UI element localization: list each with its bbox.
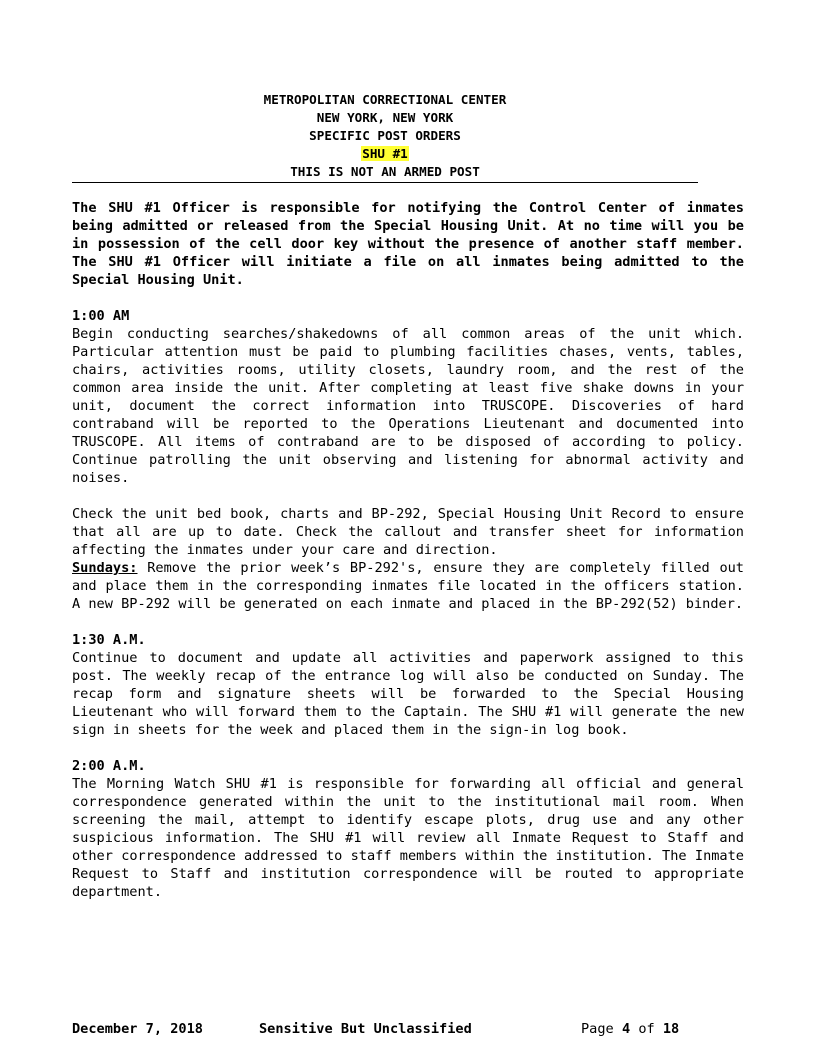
document-header [72, 91, 698, 181]
header-armed-status: THIS IS NOT AN ARMED POST [290, 164, 480, 179]
section-heading-1am: 1:00 AM [72, 308, 130, 324]
section-heading-2am: 2:00 A.M. [72, 758, 146, 774]
section-2am-paragraph: The Morning Watch SHU #1 is responsible for forwarding all official and general correspondence generated within the unit to the institutional mail room. When screening the mail, attempt to identify escape plots, drug use and any other suspicious information. The SHU #1 will review all Inmate Request to Staff and other correspondence addressed to staff members within the institution. The Inmate Request to Staff and institution correspondence will be routed to appropriate department. [72, 776, 744, 900]
header-institution: METROPOLITAN CORRECTIONAL CENTER [263, 92, 507, 107]
intro-paragraph: The SHU #1 Officer is responsible for notifying the Control Center of inmates being admitted or released from the Special Housing Unit. At no time will you be in possession of the cell door key without the presence of another staff member. The SHU #1 Officer will initiate a file on all inmates being admitted to the Special Housing Unit. [72, 200, 744, 288]
footer-total-pages: 18 [662, 1021, 680, 1037]
footer-date: December 7, 2018 [72, 1021, 203, 1037]
footer-of-word: of [638, 1021, 655, 1037]
sundays-text: Remove the prior week’s BP-292's, ensure they are completely filled out and place them in the corresponding inmates file located in the officers station. A new BP-292 will be generated on each inmate and placed in the BP-292(52) binder. [72, 560, 744, 612]
footer-current-page: 4 [621, 1021, 631, 1037]
header-doc-type: SPECIFIC POST ORDERS [309, 128, 461, 143]
post-orders-body [72, 199, 744, 901]
footer-page-number [581, 1020, 679, 1038]
footer-page-word: Page [581, 1021, 614, 1037]
footer-classification: Sensitive But Unclassified [259, 1021, 472, 1037]
section-1am-paragraph: Begin conducting searches/shakedowns of all common areas of the unit which. Particular attention must be paid to plumbing facilities chases, vents, tables, chairs, activities rooms, utility closets, laundry room, and the rest of the common area inside the unit. After completing at least five shake downs in your unit, document the correct information into TRUSCOPE. Discoveries of hard contraband will be reported to the Operations Lieutenant and documented into TRUSCOPE. All items of contraband are to be disposed of according to policy. Continue patrolling the unit observing and listening for abnormal activity and noises. [72, 326, 744, 486]
sundays-paragraph [72, 559, 744, 613]
section-heading-130am: 1:30 A.M. [72, 632, 146, 648]
sundays-label: Sundays: [72, 560, 138, 576]
section-1am-paragraph-2: Check the unit bed book, charts and BP-292, Special Housing Unit Record to ensure that all are up to date. Check the callout and transfer sheet for information affecting the inmates under your care and direction. [72, 506, 744, 558]
header-divider [72, 182, 698, 183]
header-post-highlight: SHU #1 [362, 146, 408, 161]
section-130am-paragraph: Continue to document and update all activities and paperwork assigned to this post. The weekly recap of the entrance log will also be conducted on Sunday. The recap form and signature sheets will be forwarded to the Special Housing Lieutenant who will forward them to the Captain. The SHU #1 will generate the new sign in sheets for the week and placed them in the sign-in log book. [72, 650, 744, 738]
header-post-line [72, 145, 698, 163]
header-location: NEW YORK, NEW YORK [316, 110, 454, 125]
